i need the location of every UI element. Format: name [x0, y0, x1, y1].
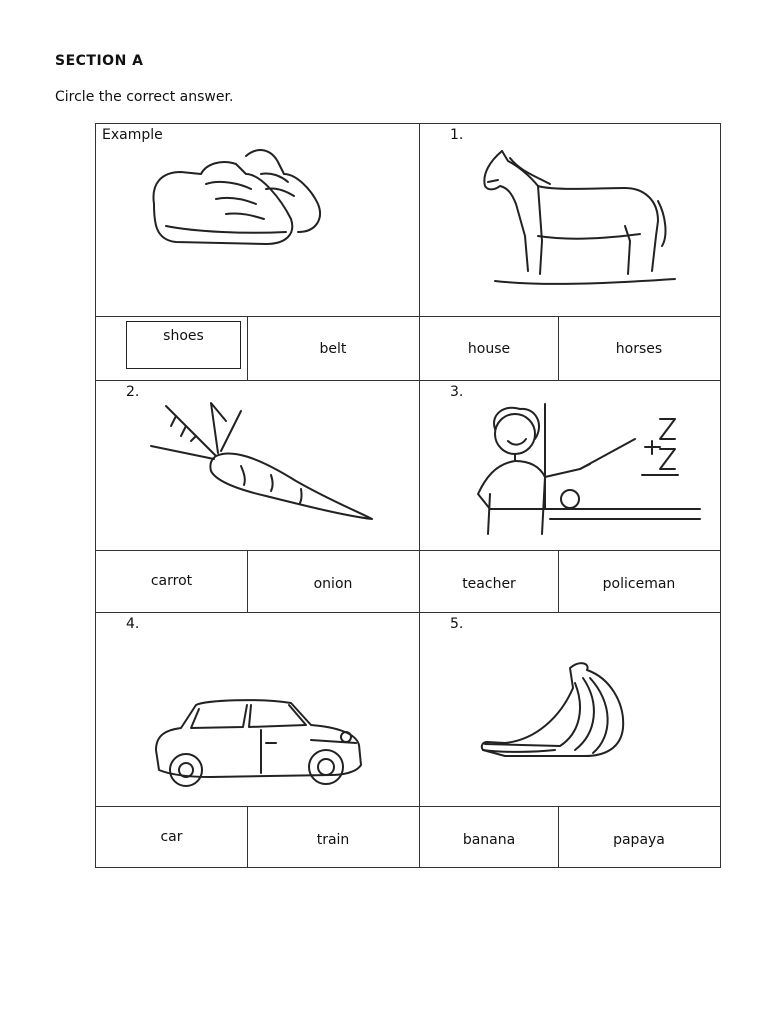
example-picture-cell: [96, 124, 419, 316]
option-shoes[interactable]: shoes: [163, 328, 204, 344]
option-teacher[interactable]: teacher: [462, 576, 516, 592]
item-4-picture-cell: [96, 613, 419, 806]
item-1-picture-cell: [420, 124, 720, 316]
option-papaya[interactable]: papaya: [613, 832, 665, 848]
item-number: 5.: [450, 616, 464, 632]
option-policeman[interactable]: policeman: [602, 576, 676, 592]
item-2-picture-cell: [96, 381, 419, 550]
worksheet-grid: [95, 123, 721, 868]
option-belt[interactable]: belt: [319, 341, 347, 357]
item-number: 2.: [126, 384, 140, 400]
item-number: 3.: [450, 384, 464, 400]
option-train[interactable]: train: [316, 832, 350, 848]
teacher-icon: [470, 399, 710, 539]
banana-icon: [475, 658, 635, 768]
option-carrot[interactable]: carrot: [150, 573, 193, 589]
item-number: 4.: [126, 616, 140, 632]
carrot-icon: [146, 401, 376, 526]
option-car[interactable]: car: [160, 829, 183, 845]
option-horses[interactable]: horses: [615, 341, 663, 357]
section-title: SECTION A: [55, 53, 144, 69]
item-5-picture-cell: [420, 613, 720, 806]
car-icon: [151, 695, 366, 795]
option-house[interactable]: house: [467, 341, 511, 357]
option-onion[interactable]: onion: [313, 576, 353, 592]
item-3-picture-cell: [420, 381, 720, 550]
shoes-icon: [146, 144, 326, 254]
option-banana[interactable]: banana: [462, 832, 516, 848]
instruction-text: Circle the correct answer.: [55, 89, 234, 105]
item-number: Example: [102, 127, 163, 143]
horse-icon: [480, 146, 680, 291]
item-number: 1.: [450, 127, 464, 143]
